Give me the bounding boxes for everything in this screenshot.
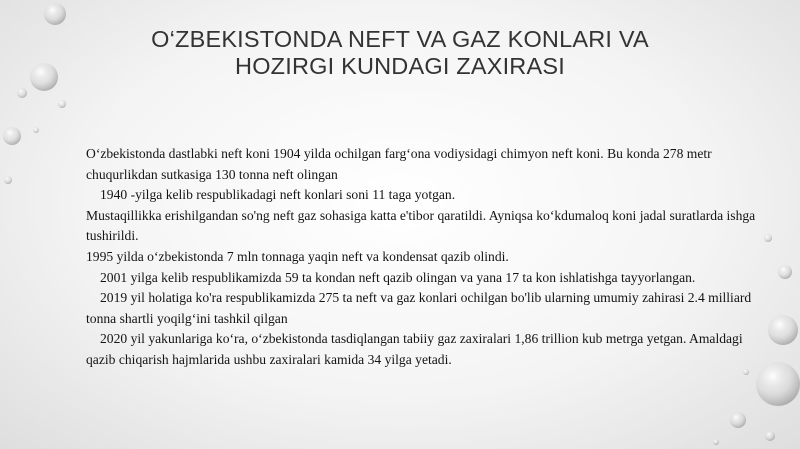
paragraph-1995: 1995 yilda o‘zbekistonda 7 mln tonnaga yaqin neft va kondensat qazib olindi. — [86, 248, 509, 264]
slide-body — [86, 144, 758, 371]
slide-title — [90, 26, 710, 80]
paragraph-2019: 2019 yil holatiga ko'ra respublikamizda 275 ta neft va gaz konlari ochilgan bo'lib ularning umumiy zahirasi 2.4 milliard tonna shartli yoqilg‘ini tashkil qilgan — [86, 290, 752, 326]
paragraph-first-oil-field: O‘zbekistonda dastlabki neft koni 1904 yilda ochilgan farg‘ona vodiysidagi chimyon neft koni. Bu konda 278 metr chuqurlikdan sutkasiga 130 tonna neft olingan — [86, 146, 712, 182]
drop-group-left — [3, 3, 66, 184]
paragraph-independence: Mustaqillikka erishilgandan so'ng neft gaz sohasiga katta e'tibor qaratildi. Ayniqsa ko‘kdumaloq koni jadal suratlarda ishga tushirildi. — [86, 207, 756, 244]
paragraph-1940: 1940 -yilga kelib respublikadagi neft konlari soni 11 taga yotgan. — [100, 187, 456, 203]
paragraph-2001: 2001 yilga kelib respublikamizda 59 ta kondan neft qazib olingan va yana 17 ta kon ishlatishga tayyorlangan. — [100, 269, 696, 285]
slide-title-line-2: HOZIRGI KUNDAGI ZAXIRASI — [235, 53, 565, 79]
slide-title-line-1: O‘ZBEKISTONDA NEFT VA GAZ KONLARI VA — [151, 26, 649, 52]
paragraph-2020: 2020 yil yakunlariga ko‘ra, o‘zbekistonda tasdiqlangan tabiiy gaz zaxiralari 1,86 trillion kub metrga yetgan. Amaldagi qazib chiqarish hajmlarida ushbu zaxiralari kamida 34 yilga yetadi. — [86, 331, 743, 367]
